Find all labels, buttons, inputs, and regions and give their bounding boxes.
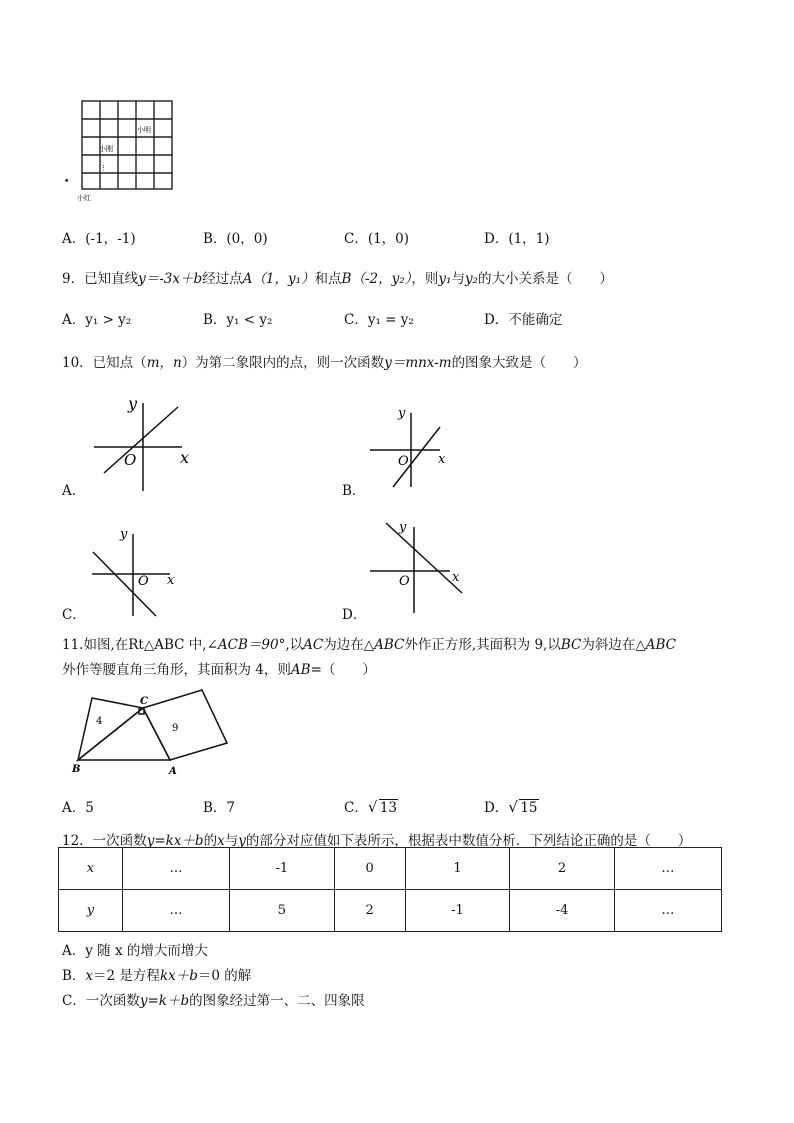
- svg-text:A: A: [169, 766, 177, 777]
- svg-text:y: y: [120, 527, 128, 542]
- q12-option-b[interactable]: B．x＝2 是方程kx＋b＝0 的解: [62, 968, 252, 984]
- svg-text:y: y: [399, 520, 407, 535]
- q11-option-b[interactable]: B．7: [203, 800, 236, 816]
- q11-question-line1: 11.如图,在Rt△ABC 中,∠ACB＝90°,以AC为边在△ABC外作正方形,其面积为 9,以BC为斜边在△ABC: [62, 637, 676, 653]
- svg-text:y: y: [128, 394, 138, 413]
- svg-text:⋮: ⋮: [100, 164, 107, 172]
- q9-option-b[interactable]: B．y₁ < y₂: [203, 312, 273, 328]
- q9-option-a[interactable]: A．y₁ > y₂: [62, 312, 132, 328]
- svg-text:x: x: [180, 448, 190, 467]
- grid-label-xiaoming: 小明: [137, 126, 151, 134]
- q9-question: 9．已知直线y＝-3x＋b经过点A（1，y₁）和点B（-2，y₂），则y₁与y₂的大小关系是（ ）: [62, 271, 613, 287]
- q11-option-d[interactable]: D．√ 15: [484, 796, 539, 816]
- q8-option-c[interactable]: C．(1，0): [344, 231, 410, 247]
- q9-option-d[interactable]: D．不能确定: [484, 312, 563, 328]
- table-row: x … -1 0 1 2 …: [59, 848, 722, 890]
- q10-question: 10．已知点（m，n）为第二象限内的点，则一次函数y＝mnx-m的图象大致是（ ）: [62, 355, 587, 371]
- svg-text:x: x: [452, 570, 460, 585]
- q12-option-c[interactable]: C．一次函数y=k＋b的图象经过第一、二、四象限: [62, 993, 365, 1009]
- q10-option-c[interactable]: C．: [62, 607, 86, 623]
- q12-question: 12．一次函数y=kx＋b的x与y的部分对应值如下表所示，根据表中数值分析．下列结论正确的是（ ）: [62, 833, 692, 849]
- q10-option-b[interactable]: B．: [342, 483, 366, 499]
- svg-text:O: O: [138, 574, 149, 589]
- svg-text:9: 9: [172, 723, 179, 734]
- q11-option-a[interactable]: A．5: [62, 800, 94, 816]
- svg-text:•: •: [64, 177, 70, 187]
- table-row: y … 5 2 -1 -4 …: [59, 890, 722, 932]
- q10-option-d[interactable]: D．: [342, 607, 367, 623]
- svg-text:B: B: [72, 764, 81, 775]
- svg-text:4: 4: [96, 716, 103, 727]
- svg-text:C: C: [140, 696, 148, 707]
- q9-option-c[interactable]: C．y₁ = y₂: [344, 312, 414, 328]
- q8-option-d[interactable]: D．(1，1): [484, 231, 550, 247]
- q12-value-table: [58, 847, 722, 932]
- q8-option-a[interactable]: A．(-1，-1): [62, 231, 136, 247]
- svg-text:O: O: [398, 454, 409, 469]
- svg-text:x: x: [167, 573, 175, 588]
- svg-text:O: O: [124, 451, 137, 469]
- q11-option-c[interactable]: C．√ 13: [344, 796, 398, 816]
- grid-label-xiaogang: 小刚: [99, 145, 113, 153]
- svg-text:O: O: [399, 574, 410, 589]
- q10-graph-a: [90, 395, 200, 495]
- svg-text:x: x: [438, 452, 446, 467]
- q8-option-b[interactable]: B．(0，0): [203, 231, 268, 247]
- q10-option-a[interactable]: A．: [62, 483, 86, 499]
- q11-figure: [72, 688, 232, 778]
- svg-text:y: y: [398, 406, 406, 421]
- grid-label-xiaohong: 小红: [77, 194, 91, 202]
- q11-question-line2: 外作等腰直角三角形，其面积为 4，则AB=（ ）: [62, 662, 376, 678]
- q10-graph-d: [368, 519, 468, 614]
- grid-figure: [62, 98, 182, 208]
- q10-graph-c: [90, 524, 190, 619]
- q10-graph-b: [368, 405, 468, 495]
- q12-option-a[interactable]: A．y 随 x 的增大而增大: [62, 943, 208, 959]
